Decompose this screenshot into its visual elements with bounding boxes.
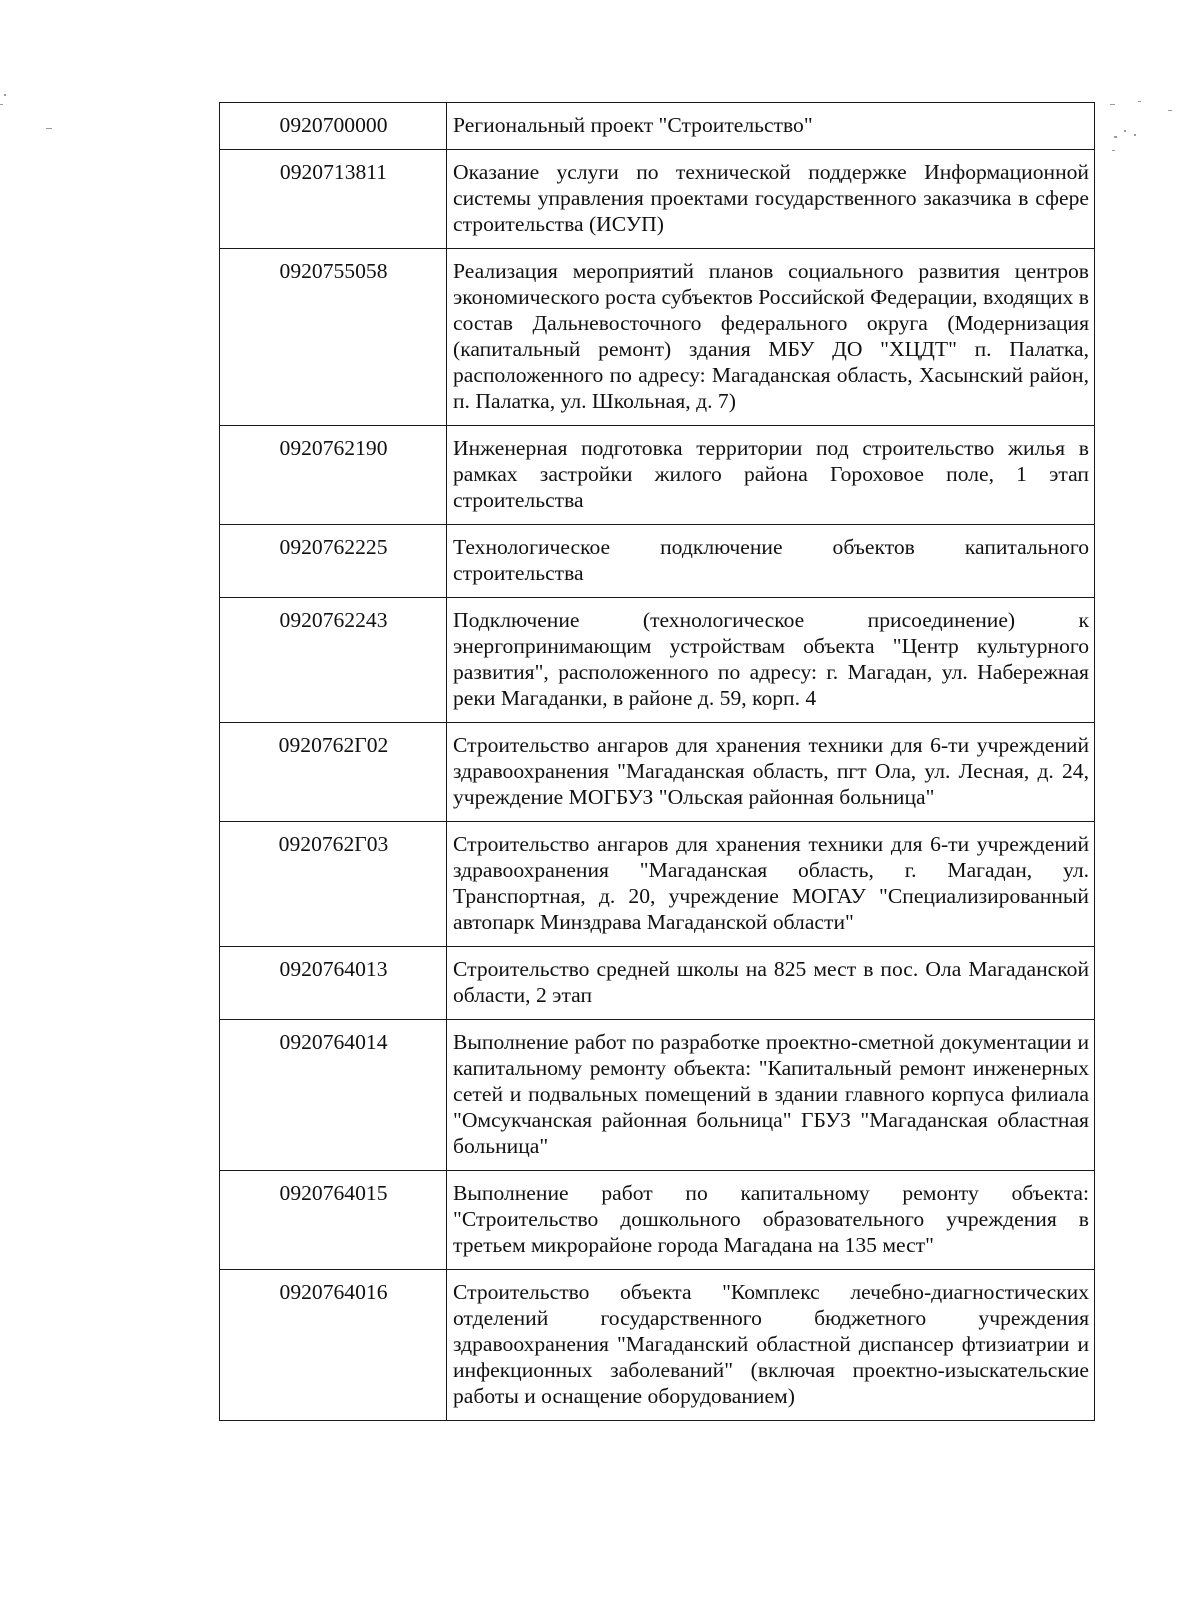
- scan-speck: [1110, 104, 1115, 105]
- row-code: 0920764014: [220, 1020, 447, 1171]
- row-code: 0920764013: [220, 947, 447, 1020]
- table-row: [220, 249, 1095, 426]
- scan-speck: [1124, 130, 1126, 132]
- scan-speck: [1134, 134, 1136, 136]
- row-code: 0920755058: [220, 249, 447, 426]
- row-code: 0920713811: [220, 150, 447, 249]
- table-row: [220, 103, 1095, 150]
- table-row: [220, 1020, 1095, 1171]
- table-row: [220, 822, 1095, 947]
- row-description: Региональный проект "Строительство": [447, 103, 1095, 150]
- row-description: Оказание услуги по технической поддержке Информационной системы управления проектами государственного заказчика в сфере строительства (ИСУП): [447, 150, 1095, 249]
- row-description: Реализация мероприятий планов социального развития центров экономического роста субъектов Российской Федерации, входящих в состав Дальневосточного федерального округа (Модернизация (капитальный ремонт) здания МБУ ДО "ХЦДТ" п. Палатка, расположенного по адресу: Магаданская область, Хасынский район, п. Палатка, ул. Школьная, д. 7): [447, 249, 1095, 426]
- row-code: 0920700000: [220, 103, 447, 150]
- scan-speck: [1138, 101, 1141, 102]
- row-description: Подключение (технологическое присоединение) к энергопринимающим устройствам объекта "Центр культурного развития", расположенного по адресу: г. Магадан, ул. Набережная реки Магаданки, в районе д. 59, корп. 4: [447, 598, 1095, 723]
- table-row: [220, 1171, 1095, 1270]
- row-description: Строительство средней школы на 825 мест в пос. Ола Магаданской области, 2 этап: [447, 947, 1095, 1020]
- table-row: [220, 723, 1095, 822]
- table-row: [220, 426, 1095, 525]
- row-code: 0920764016: [220, 1270, 447, 1421]
- row-code: 0920762190: [220, 426, 447, 525]
- table-row: [220, 598, 1095, 723]
- table-row: [220, 1270, 1095, 1421]
- row-description: Выполнение работ по капитальному ремонту объекта: "Строительство дошкольного образовательного учреждения в третьем микрорайоне города Магадана на 135 мест": [447, 1171, 1095, 1270]
- scan-speck: [0, 104, 3, 105]
- row-description: Строительство ангаров для хранения техники для 6-ти учреждений здравоохранения "Магаданская область, г. Магадан, ул. Транспортная, д. 20, учреждение МОГАУ "Специализированный автопарк Минздрава Магаданской области": [447, 822, 1095, 947]
- row-description: Выполнение работ по разработке проектно-сметной документации и капитальному ремонту объекта: "Капитальный ремонт инженерных сетей и подвальных помещений в здании главного корпуса филиала "Омсукчанская районная больница" ГБУЗ "Магаданская областная больница": [447, 1020, 1095, 1171]
- row-code: 0920762Г03: [220, 822, 447, 947]
- scan-speck: [1168, 110, 1172, 111]
- row-code: 0920762Г02: [220, 723, 447, 822]
- scan-speck: [46, 128, 52, 129]
- row-description: Строительство объекта "Комплекс лечебно-диагностических отделений государственного бюджетного учреждения здравоохранения "Магаданский областной диспансер фтизиатрии и инфекционных заболеваний" (включая проектно-изыскательские работы и оснащение оборудованием): [447, 1270, 1095, 1421]
- table-row: [220, 150, 1095, 249]
- budget-codes-table: [219, 102, 1095, 1421]
- row-description: Инженерная подготовка территории под строительство жилья в рамках застройки жилого района Гороховое поле, 1 этап строительства: [447, 426, 1095, 525]
- scan-speck: [4, 94, 6, 96]
- row-code: 0920762243: [220, 598, 447, 723]
- table-row: [220, 525, 1095, 598]
- table-row: [220, 947, 1095, 1020]
- row-code: 0920762225: [220, 525, 447, 598]
- scan-speck: [1112, 150, 1115, 151]
- row-description: Технологическое подключение объектов капитального строительства: [447, 525, 1095, 598]
- scan-speck: [1114, 136, 1117, 138]
- row-code: 0920764015: [220, 1171, 447, 1270]
- row-description: Строительство ангаров для хранения техники для 6-ти учреждений здравоохранения "Магаданская область, пгт Ола, ул. Лесная, д. 24, учреждение МОГБУЗ "Ольская районная больница": [447, 723, 1095, 822]
